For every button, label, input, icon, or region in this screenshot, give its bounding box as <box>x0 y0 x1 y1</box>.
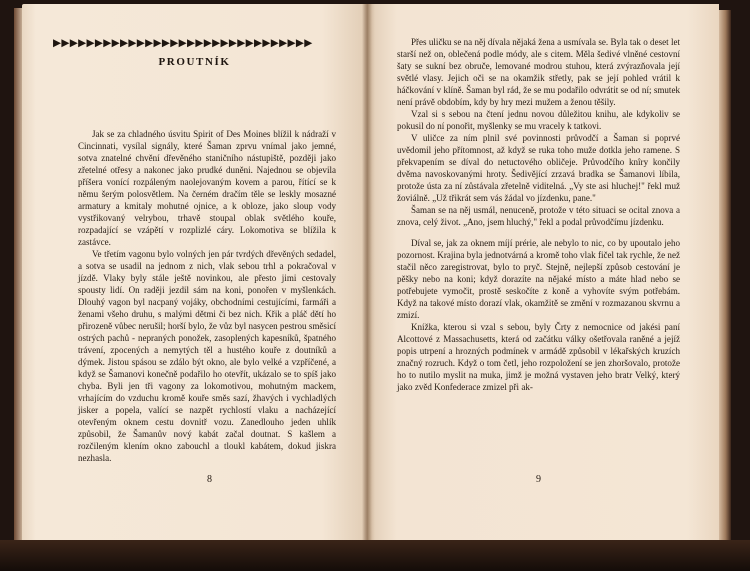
chapter-ornament: ▶▶▶▶▶▶▶▶▶▶▶▶▶▶▶▶▶▶▶▶▶▶▶▶▶▶▶▶▶▶▶ <box>53 38 313 49</box>
background-shadow <box>0 540 750 571</box>
paragraph: V uličce za ním plnil své povinnosti průvodčí a Šaman si poprvé uvědomil jeho přítomnost, až když se ruka toho muže dotkla jeho ramene. S překvapením se díval do netuctového obličeje. Průvodčího knîry končily dvěma navoskovanými hroty. Šedivějící zrzavá bradka se Šamanovi líbila, protože ústa za ní zůstávala zřetelně viditelná. „Vy ste asi hluchej!" řekl muž žoviálně. „Už třikrát sem vás žádal vo jízdenku, pane." <box>397 133 680 203</box>
paragraph: Jak se za chladného úsvitu Spirit of Des Moines blížil k nádraží v Cincinnati, vysílal signály, které Šaman zprvu vnímal jako jemné, sotva znatelné chvění dřevěného staničního nástupiště, později jako zřetelné otřesy a nakonec jako prudké duněni. Najednou se objevila příšera vonící rozpáleným naolejovaným kovem a parou, řítící se k němu šerým polosvětlem. Na černém dračím těle se leskly mosazné armatury a kmitaly mohutné ojnice, a k obloze, jako sloup vody vystřikovaný velrybou, trhavě stoupal oblak světlého kouře, rozpadající se vzápětí v rozplizlé cáry. Lokomotiva se blížila k zastávce. <box>78 129 336 247</box>
paragraph: Vzal si s sebou na čtení jednu novou důležitou knihu, ale kdykoliv se pokusil do ní ponořit, myšlenky se mu vracely k tatkovi. <box>397 109 680 131</box>
page-number-left: 8 <box>207 474 212 485</box>
right-page-text <box>397 36 680 393</box>
chapter-title: PROUTNÍK <box>158 56 231 68</box>
paragraph: Šaman se na něj usmál, nenuceně, protože v této situaci se ocital znova a znova, celý život. „Ano, jsem hluchý," řekl a podal průvodčímu jízdenku. <box>397 205 680 227</box>
paragraph: Knížka, kterou si vzal s sebou, byly Črty z nemocnice od jakési paní Alcottové z Massachusetts, která od začátku války ošetřovala raněné a jejíž popis utrpení a hrozných podmínek v armádě způsobil v lékařských kruzích značný rozruch. Když o tom četl, jeho rozpoložení se jen zhoršovalo, protože ho to nutilo myslit na muka, jimž je možná vystaven jeho bratr Velký, který jako zvěd Konfederace zmizel při ak- <box>397 322 680 392</box>
book-edge-right <box>717 10 731 550</box>
paragraph: Díval se, jak za oknem míjí prérie, ale nebylo to nic, co by upoutalo jeho pozornost. Krajina byla jednotvárná a kromě toho vlak fičel tak rychle, že než stačil něco zaregistrovat, bylo to pryč. Stejně, nejlepší způsob cestování je pěšky nebo na koni; když dorazíte na nějaké místo a máte hlad nebo se potřebujete vymočit, prostě seskočíte z koně a vyhovíte svým potřebám. Když na takové místo dorazí vlak, okamžitě se změní v rozmazanou skvrnu a zmizí. <box>397 238 680 320</box>
left-page-text <box>78 128 336 464</box>
book-gutter <box>362 4 372 552</box>
paragraph: Přes uličku se na něj dívala nějaká žena a usmívala se. Byla tak o deset let starší než on, oblečená podle módy, ale s citem. Měla šedivé vlněné cestovní šaty se sukní bez obruče, lemované modrou stuhou, která zvýrazňovala její světlé vlasy. Jejich oči se na okamžik střetly, pak se její pohled vrátil k háčkování v klíně. Šaman byl rád, že se mu podařilo odvrátit se od ní; smutek není právě obdobím, kdy by hry mezi mužem a ženou těšily. <box>397 37 680 107</box>
paragraph: Ve třetím vagonu bylo volných jen pár tvrdých dřevěných sedadel, a sotva se usadil na jednom z nich, vlak sebou trhl a pokračoval v jízdě. Vlaky byly stále ještě novinkou, ale přesto jimi cestovaly spousty lidí. On raději jezdil sám na koni, ponořen v myšlenkách. Dlouhý vagon byl nacpaný vojáky, obchodními cestujícími, farmáři a ženami všeho druhu, s malými dětmi či bez nich. Křik a pláč dětí ho přirozeně vůbec nerušil; horší bylo, že vůz byl nasycen pestrou směsicí ostrých pachů - nepraných ponožek, zasoplených kapesníků, špatného trávení, zpocených a nemytých těl a hustého kouře z doutníků a dýmek. Jistou spásou se zdálo být okno, ale bylo velké a vzpříčené, a když se Šamanovi konečně podařilo ho otevřít, ukázalo se to spíš jako chyba. Byli jen tři vagony za lokomotivou, mohutným mackem, vrhajícím do vzduchu kromě kouře směs sazí, žhavých i vychladlých jisker a popela, valící se nazpět rychlostí vlaku a nacházející otevřeným oknem cestu dovnitř vozu. Zanedlouho jeden uhlík způsobil, že Šamanův nový kabát začal doutnat. S kašlem a rozčileným klením okno zabouchl a tloukl kabátem, dokud jiskra nezhasla. <box>78 249 336 463</box>
page-number-right: 9 <box>536 474 541 485</box>
